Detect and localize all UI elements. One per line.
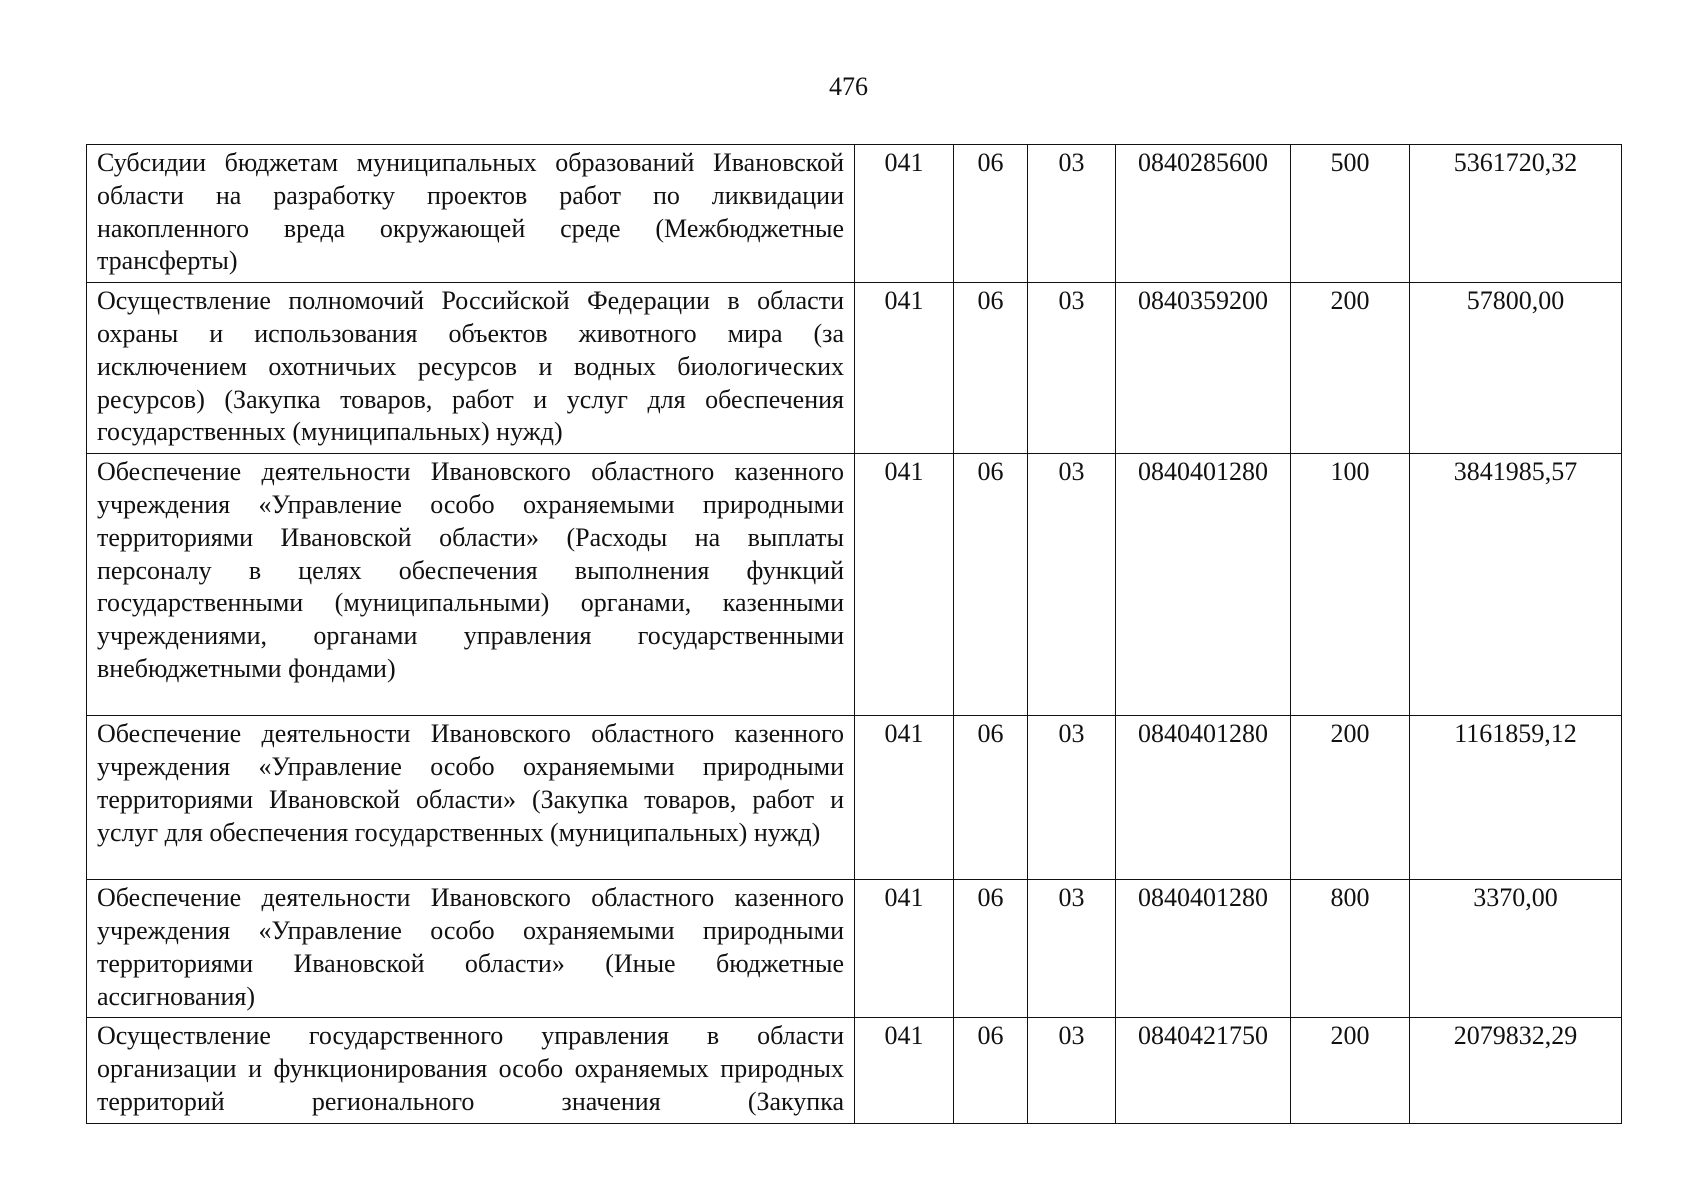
ministry-code: 041 xyxy=(855,716,954,880)
target-article-code: 0840401280 xyxy=(1116,880,1291,1018)
amount: 2079832,29 xyxy=(1410,1018,1622,1123)
amount: 5361720,32 xyxy=(1410,145,1622,283)
section-code: 06 xyxy=(954,283,1028,454)
table-row xyxy=(87,283,1622,454)
table-row xyxy=(87,454,1622,716)
expense-type-code: 800 xyxy=(1291,880,1410,1018)
table-row xyxy=(87,145,1622,283)
expense-type-code: 200 xyxy=(1291,1018,1410,1123)
ministry-code: 041 xyxy=(855,283,954,454)
budget-table xyxy=(86,144,1622,1124)
subsection-code: 03 xyxy=(1028,1018,1116,1123)
amount: 3370,00 xyxy=(1410,880,1622,1018)
row-description: Обеспечение деятельности Ивановского областного казенного учреждения «Управление особо охраняемыми природными территориями Ивановской области» (Иные бюджетные ассигнования) xyxy=(87,880,855,1018)
section-code: 06 xyxy=(954,716,1028,880)
ministry-code: 041 xyxy=(855,1018,954,1123)
target-article-code: 0840401280 xyxy=(1116,716,1291,880)
subsection-code: 03 xyxy=(1028,880,1116,1018)
table-row xyxy=(87,716,1622,880)
section-code: 06 xyxy=(954,145,1028,283)
row-description: Субсидии бюджетам муниципальных образований Ивановской области на разработку проектов работ по ликвидации накопленного вреда окружающей среде (Межбюджетные трансферты) xyxy=(87,145,855,283)
page-number: 476 xyxy=(829,72,868,101)
amount: 1161859,12 xyxy=(1410,716,1622,880)
row-description: Осуществление полномочий Российской Федерации в области охраны и использования объектов животного мира (за исключением охотничьих ресурсов и водных биологических ресурсов) (Закупка товаров, работ и услуг для обеспечения государственных (муниципальных) нужд) xyxy=(87,283,855,454)
amount: 57800,00 xyxy=(1410,283,1622,454)
subsection-code: 03 xyxy=(1028,145,1116,283)
table-row xyxy=(87,880,1622,1018)
row-description: Обеспечение деятельности Ивановского областного казенного учреждения «Управление особо охраняемыми природными территориями Ивановской области» (Закупка товаров, работ и услуг для обеспечения государственных (муниципальных) нужд) xyxy=(87,716,855,880)
target-article-code: 0840359200 xyxy=(1116,283,1291,454)
ministry-code: 041 xyxy=(855,880,954,1018)
section-code: 06 xyxy=(954,454,1028,716)
ministry-code: 041 xyxy=(855,145,954,283)
expense-type-code: 200 xyxy=(1291,716,1410,880)
row-description: Осуществление государственного управления в области организации и функционирования особо охраняемых природных территорий регионального значения (Закупка xyxy=(87,1018,855,1123)
ministry-code: 041 xyxy=(855,454,954,716)
subsection-code: 03 xyxy=(1028,716,1116,880)
section-code: 06 xyxy=(954,1018,1028,1123)
target-article-code: 0840285600 xyxy=(1116,145,1291,283)
row-description: Обеспечение деятельности Ивановского областного казенного учреждения «Управление особо охраняемыми природными территориями Ивановской области» (Расходы на выплаты персоналу в целях обеспечения выполнения функций государственными (муниципальными) органами, казенными учреждениями, органами управления государственными внебюджетными фондами) xyxy=(87,454,855,716)
amount: 3841985,57 xyxy=(1410,454,1622,716)
expense-type-code: 200 xyxy=(1291,283,1410,454)
expense-type-code: 500 xyxy=(1291,145,1410,283)
expense-type-code: 100 xyxy=(1291,454,1410,716)
target-article-code: 0840421750 xyxy=(1116,1018,1291,1123)
target-article-code: 0840401280 xyxy=(1116,454,1291,716)
table-row xyxy=(87,1018,1622,1123)
subsection-code: 03 xyxy=(1028,283,1116,454)
section-code: 06 xyxy=(954,880,1028,1018)
subsection-code: 03 xyxy=(1028,454,1116,716)
